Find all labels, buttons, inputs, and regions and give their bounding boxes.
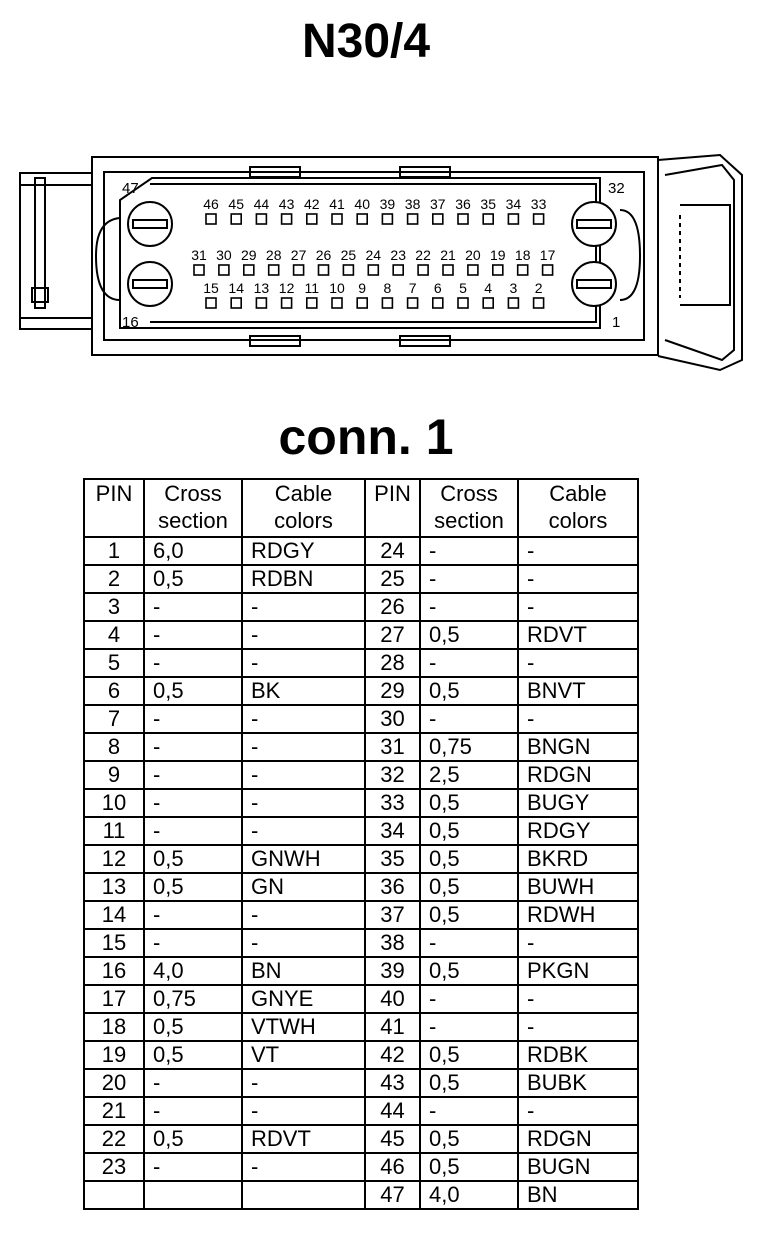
table-row <box>84 957 638 985</box>
cable-color-cell: - <box>242 621 365 649</box>
pin-socket <box>307 214 317 224</box>
cable-color-cell: RDVT <box>518 621 638 649</box>
pin-number-label: 24 <box>365 247 382 263</box>
cross-section-cell: - <box>420 649 518 677</box>
pin-number-label: 14 <box>228 280 244 296</box>
cross-section-cell: - <box>420 929 518 957</box>
cross-section-cell: - <box>144 621 242 649</box>
pin-number-label: 38 <box>404 196 421 212</box>
cross-section-cell: - <box>144 901 242 929</box>
pin-socket <box>418 265 428 275</box>
pin-socket <box>307 298 317 308</box>
cross-section-cell: 0,75 <box>144 985 242 1013</box>
cable-color-cell: - <box>242 901 365 929</box>
cable-color-cell <box>242 1181 365 1209</box>
pin-socket <box>357 214 367 224</box>
pin-cell: 15 <box>84 929 144 957</box>
pin-cell: 31 <box>365 733 420 761</box>
pin-number-label: 26 <box>315 247 332 263</box>
pin-number-label: 23 <box>390 247 406 263</box>
pin-number-label: 10 <box>329 280 345 296</box>
cross-section-cell: 0,5 <box>144 1013 242 1041</box>
cable-color-cell: - <box>518 705 638 733</box>
pin-cell: 2 <box>84 565 144 593</box>
cable-color-cell: - <box>242 817 365 845</box>
cross-section-cell: 0,5 <box>144 677 242 705</box>
pin-socket <box>433 298 443 308</box>
cable-color-cell: BN <box>518 1181 638 1209</box>
pin-number-label: 7 <box>408 280 417 296</box>
cross-section-cell: 0,5 <box>420 873 518 901</box>
cross-section-cell: 0,5 <box>420 1153 518 1181</box>
cross-section-cell: 0,5 <box>144 1125 242 1153</box>
cross-section-cell: - <box>420 593 518 621</box>
table-row <box>84 929 638 957</box>
cross-section-cell: 0,5 <box>420 817 518 845</box>
cable-color-cell: RDGY <box>518 817 638 845</box>
pin-socket <box>231 298 241 308</box>
pin-cell: 46 <box>365 1153 420 1181</box>
cross-section-cell <box>144 1181 242 1209</box>
pin-cell: 28 <box>365 649 420 677</box>
header-pin: PIN <box>365 479 420 537</box>
table-row <box>84 789 638 817</box>
pin-layer <box>191 196 555 308</box>
pin-number-label: 29 <box>241 247 257 263</box>
pin-socket <box>458 214 468 224</box>
pin-socket <box>408 298 418 308</box>
pin-table-body <box>84 537 638 1209</box>
pin-number-label: 17 <box>539 247 556 263</box>
table-header-row <box>84 479 638 537</box>
cable-color-cell: - <box>518 929 638 957</box>
table-row <box>84 1181 638 1209</box>
cable-color-cell: - <box>242 761 365 789</box>
pin-socket <box>231 214 241 224</box>
pin-socket <box>194 265 204 275</box>
pin-cell: 34 <box>365 817 420 845</box>
table-row <box>84 677 638 705</box>
pin-number-label: 39 <box>379 196 396 212</box>
cross-section-cell: - <box>144 705 242 733</box>
pin-table <box>83 478 639 1210</box>
pin-cell: 5 <box>84 649 144 677</box>
cross-section-cell: 0,5 <box>420 901 518 929</box>
cross-section-cell: 0,5 <box>144 565 242 593</box>
cable-color-cell: - <box>242 1069 365 1097</box>
cable-color-cell: - <box>518 649 638 677</box>
table-row <box>84 649 638 677</box>
cable-color-cell: - <box>518 1097 638 1125</box>
pin-number-label: 5 <box>459 280 467 296</box>
pin-socket <box>343 265 353 275</box>
pin-number-label: 11 <box>304 280 320 296</box>
pin-socket <box>483 298 493 308</box>
pin-cell: 18 <box>84 1013 144 1041</box>
cross-section-cell: - <box>420 985 518 1013</box>
table-row <box>84 845 638 873</box>
pin-number-label: 40 <box>354 196 370 212</box>
pin-number-label: 21 <box>440 247 456 263</box>
pin-socket <box>543 265 553 275</box>
pin-number-label: 9 <box>358 280 367 296</box>
pin-socket <box>319 265 329 275</box>
cable-color-cell: BNVT <box>518 677 638 705</box>
pin-cell: 45 <box>365 1125 420 1153</box>
table-row <box>84 1041 638 1069</box>
pin-socket <box>368 265 378 275</box>
table-row <box>84 1153 638 1181</box>
cross-section-cell: 0,5 <box>420 1069 518 1097</box>
cross-section-cell: 0,5 <box>420 1125 518 1153</box>
pin-cell: 27 <box>365 621 420 649</box>
table-row <box>84 1125 638 1153</box>
pin-number-label: 8 <box>383 280 392 296</box>
cross-section-cell: 0,5 <box>420 957 518 985</box>
cable-color-cell: - <box>242 733 365 761</box>
pin-socket <box>206 214 216 224</box>
cable-color-cell: - <box>518 537 638 565</box>
pin-socket <box>534 214 544 224</box>
cable-color-cell: RDWH <box>518 901 638 929</box>
pin-cell: 33 <box>365 789 420 817</box>
cable-color-cell: RDBK <box>518 1041 638 1069</box>
cable-color-cell: RDVT <box>242 1125 365 1153</box>
cross-section-cell: - <box>420 1013 518 1041</box>
pin-cell: 22 <box>84 1125 144 1153</box>
pin-cell: 43 <box>365 1069 420 1097</box>
pin-cell: 47 <box>365 1181 420 1209</box>
pin-number-label: 18 <box>514 247 531 263</box>
pin-socket <box>282 298 292 308</box>
cable-color-cell: RDBN <box>242 565 365 593</box>
cable-color-cell: VT <box>242 1041 365 1069</box>
cable-color-cell: BUWH <box>518 873 638 901</box>
pin-cell: 16 <box>84 957 144 985</box>
pin-cell: 36 <box>365 873 420 901</box>
cable-color-cell: - <box>242 593 365 621</box>
cable-color-cell: BUBK <box>518 1069 638 1097</box>
table-row <box>84 1097 638 1125</box>
pin-number-label: 13 <box>253 280 270 296</box>
table-row <box>84 1069 638 1097</box>
pin-cell: 14 <box>84 901 144 929</box>
pin-socket <box>219 265 229 275</box>
pin-socket <box>458 298 468 308</box>
cross-section-cell: - <box>144 593 242 621</box>
pin-socket <box>468 265 478 275</box>
cross-section-cell: - <box>144 789 242 817</box>
pin-socket <box>332 298 342 308</box>
pin-number-label: 33 <box>530 196 547 212</box>
pin-cell: 11 <box>84 817 144 845</box>
cable-color-cell: - <box>242 649 365 677</box>
cross-section-cell: 0,5 <box>420 789 518 817</box>
pin-socket <box>508 298 518 308</box>
pin-number-label: 44 <box>253 196 270 212</box>
pin-socket <box>382 214 392 224</box>
cable-color-cell: - <box>518 565 638 593</box>
page-title: N30/4 <box>301 15 431 68</box>
cable-color-cell: BN <box>242 957 365 985</box>
pin-number-label: 45 <box>228 196 244 212</box>
cross-section-cell: 0,5 <box>144 1041 242 1069</box>
cross-section-cell: - <box>144 817 242 845</box>
cable-color-cell: - <box>242 705 365 733</box>
pin-number-label: 2 <box>534 280 543 296</box>
pin-cell: 4 <box>84 621 144 649</box>
cross-section-cell: 0,5 <box>144 873 242 901</box>
cross-section-cell: - <box>420 1097 518 1125</box>
corner-label-top-right: 32 <box>608 180 625 197</box>
cable-color-cell: - <box>242 1153 365 1181</box>
table-row <box>84 985 638 1013</box>
table-row <box>84 621 638 649</box>
cable-color-cell: BUGN <box>518 1153 638 1181</box>
pin-cell: 30 <box>365 705 420 733</box>
pin-number-label: 43 <box>278 196 295 212</box>
cross-section-cell: 6,0 <box>144 537 242 565</box>
cross-section-cell: - <box>144 929 242 957</box>
pin-cell: 39 <box>365 957 420 985</box>
cross-section-cell: - <box>144 1069 242 1097</box>
pin-cell: 8 <box>84 733 144 761</box>
pin-number-label: 6 <box>433 280 442 296</box>
pin-cell: 6 <box>84 677 144 705</box>
right-screw-boss <box>620 210 640 300</box>
pin-socket <box>206 298 216 308</box>
cross-section-cell: 0,5 <box>420 1041 518 1069</box>
pin-cell: 12 <box>84 845 144 873</box>
pin-number-label: 42 <box>304 196 320 212</box>
connector-title: conn. 1 <box>278 409 454 465</box>
pin-socket <box>332 214 342 224</box>
pin-socket <box>256 214 266 224</box>
table-row <box>84 817 638 845</box>
pin-number-label: 25 <box>340 247 357 263</box>
cross-section-cell: 0,5 <box>420 845 518 873</box>
table-row <box>84 901 638 929</box>
pin-cell: 42 <box>365 1041 420 1069</box>
pin-number-label: 27 <box>290 247 307 263</box>
cable-color-cell: RDGN <box>518 1125 638 1153</box>
pin-cell: 25 <box>365 565 420 593</box>
pin-cell: 24 <box>365 537 420 565</box>
pin-cell: 13 <box>84 873 144 901</box>
pin-number-label: 35 <box>480 196 496 212</box>
pin-cell: 29 <box>365 677 420 705</box>
table-row <box>84 705 638 733</box>
cable-color-cell: RDGN <box>518 761 638 789</box>
cable-color-cell: PKGN <box>518 957 638 985</box>
pin-number-label: 15 <box>203 280 219 296</box>
pin-cell: 32 <box>365 761 420 789</box>
pin-number-label: 41 <box>329 196 345 212</box>
pin-socket <box>483 214 493 224</box>
pin-number-label: 34 <box>505 196 522 212</box>
pin-number-label: 36 <box>455 196 471 212</box>
corner-label-bottom-right: 1 <box>612 314 621 331</box>
pin-cell: 26 <box>365 593 420 621</box>
pin-socket <box>518 265 528 275</box>
table-row <box>84 733 638 761</box>
corner-label-bottom-left: 16 <box>122 314 139 331</box>
pin-cell: 10 <box>84 789 144 817</box>
pin-cell <box>84 1181 144 1209</box>
cable-color-cell: - <box>242 929 365 957</box>
corner-label-top-left: 47 <box>122 180 139 197</box>
table-row <box>84 761 638 789</box>
cross-section-cell: 0,5 <box>420 677 518 705</box>
pin-socket <box>443 265 453 275</box>
pin-socket <box>382 298 392 308</box>
cross-section-cell: - <box>144 733 242 761</box>
table-row <box>84 593 638 621</box>
pin-number-label: 28 <box>265 247 282 263</box>
cable-color-cell: BKRD <box>518 845 638 873</box>
pin-socket <box>534 298 544 308</box>
cross-section-cell: - <box>420 537 518 565</box>
pin-socket <box>508 214 518 224</box>
pin-cell: 38 <box>365 929 420 957</box>
cable-color-cell: - <box>242 789 365 817</box>
pin-cell: 21 <box>84 1097 144 1125</box>
pin-number-label: 4 <box>484 280 493 296</box>
cross-section-cell: - <box>144 761 242 789</box>
table-row <box>84 537 638 565</box>
pin-socket <box>282 214 292 224</box>
pin-cell: 7 <box>84 705 144 733</box>
header-cross-section: Cross section <box>144 479 242 537</box>
pin-cell: 17 <box>84 985 144 1013</box>
cable-color-cell: VTWH <box>242 1013 365 1041</box>
connector-diagram <box>0 150 768 375</box>
cable-color-cell: BK <box>242 677 365 705</box>
cross-section-cell: 4,0 <box>144 957 242 985</box>
table-row <box>84 873 638 901</box>
table-row <box>84 565 638 593</box>
left-screw-boss <box>96 218 120 300</box>
pin-cell: 44 <box>365 1097 420 1125</box>
pin-number-label: 31 <box>191 247 207 263</box>
pin-cell: 20 <box>84 1069 144 1097</box>
pin-socket <box>393 265 403 275</box>
pin-cell: 35 <box>365 845 420 873</box>
pin-socket <box>408 214 418 224</box>
pin-cell: 3 <box>84 593 144 621</box>
pin-cell: 41 <box>365 1013 420 1041</box>
cross-section-cell: - <box>144 1153 242 1181</box>
pin-socket <box>493 265 503 275</box>
header-cross-section: Cross section <box>420 479 518 537</box>
header-pin: PIN <box>84 479 144 537</box>
pin-socket <box>256 298 266 308</box>
pin-number-label: 46 <box>203 196 219 212</box>
pin-number-label: 37 <box>430 196 446 212</box>
header-cable-colors: Cable colors <box>518 479 638 537</box>
pin-cell: 23 <box>84 1153 144 1181</box>
table-row <box>84 1013 638 1041</box>
cross-section-cell: 0,5 <box>144 845 242 873</box>
pin-cell: 40 <box>365 985 420 1013</box>
pin-socket <box>357 298 367 308</box>
cable-color-cell: - <box>518 985 638 1013</box>
cable-color-cell: BNGN <box>518 733 638 761</box>
cross-section-cell: 4,0 <box>420 1181 518 1209</box>
header-cable-colors: Cable colors <box>242 479 365 537</box>
cable-color-cell: GNYE <box>242 985 365 1013</box>
cable-color-cell: GN <box>242 873 365 901</box>
pin-cell: 37 <box>365 901 420 929</box>
cross-section-cell: - <box>420 705 518 733</box>
pin-number-label: 3 <box>509 280 518 296</box>
pin-cell: 19 <box>84 1041 144 1069</box>
cross-section-cell: 0,75 <box>420 733 518 761</box>
cable-color-cell: - <box>242 1097 365 1125</box>
cross-section-cell: - <box>144 649 242 677</box>
cable-color-cell: - <box>518 1013 638 1041</box>
pin-number-label: 30 <box>216 247 232 263</box>
pin-number-label: 22 <box>415 247 431 263</box>
cross-section-cell: 0,5 <box>420 621 518 649</box>
pin-number-label: 20 <box>465 247 481 263</box>
cross-section-cell: 2,5 <box>420 761 518 789</box>
cable-color-cell: BUGY <box>518 789 638 817</box>
pin-number-label: 12 <box>278 280 295 296</box>
pin-cell: 1 <box>84 537 144 565</box>
left-latch <box>20 173 92 329</box>
cable-color-cell: GNWH <box>242 845 365 873</box>
pin-socket <box>269 265 279 275</box>
cross-section-cell: - <box>420 565 518 593</box>
cable-color-cell: RDGY <box>242 537 365 565</box>
pin-socket <box>294 265 304 275</box>
pin-socket <box>244 265 254 275</box>
pin-number-label: 19 <box>490 247 506 263</box>
cross-section-cell: - <box>144 1097 242 1125</box>
cable-color-cell: - <box>518 593 638 621</box>
pin-cell: 9 <box>84 761 144 789</box>
pin-socket <box>433 214 443 224</box>
